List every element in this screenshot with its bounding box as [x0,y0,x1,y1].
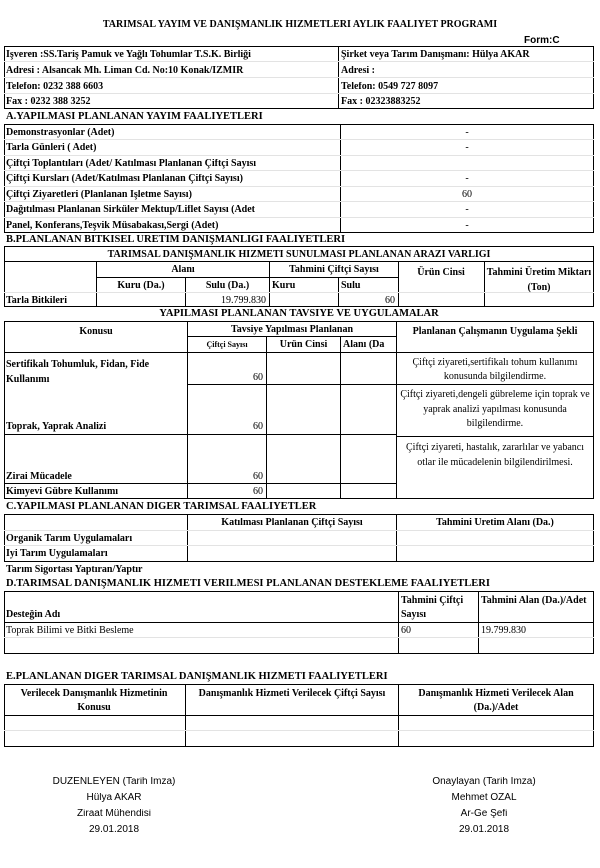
col-method: Planlanan Çalışmanın Uygulama Şekli [412,326,578,337]
section-a-row-value: - [465,221,469,231]
form-code: Form:C [524,36,560,46]
company-field: Şirket veya Tarım Danışmanı: Hülya AKAR [341,50,530,60]
section-d-title: D.TARIMSAL DANIŞMANLIK HİZMETİ VERİLMESİ PLANLANAN DESTEKLEME FAALİYETLERİ [6,579,490,589]
advice-title: YAPILMASI PLANLANAN TAVSİYE VE UYGULAMALAR [159,309,439,319]
section-b-title: B.PLANLANAN BİTKİSEL ÜRETİM DANIŞMANLIĞI FAALİYETLERİ [6,235,346,245]
section-a-row-value: - [465,174,469,184]
section-a-row-label: Çiftçi Kursları (Adet/Katılması Planlanan Çiftçi Sayısı) [6,174,243,184]
irrigated-area-value: 19.799.830 [221,296,266,306]
section-a-row-value: - [465,143,469,153]
section-a-row-value: - [465,205,469,215]
sub-dry2: Kuru [272,281,296,291]
signature-left-date: 29.01.2018 [88,825,140,835]
e-col-topic: Verilecek Danışmanlık Hizmetinin Konusu [20,688,168,713]
sub-product: Ürün Cinsi [279,340,328,350]
phone-right: Telefon: 0549 727 8097 [341,82,439,92]
employer-field: İşveren :SS.Tariş Pamuk ve Yağlı Tohumlar T.S.K. Birliği [6,50,251,60]
signature-left-role: DÜZENLEYEN (Tarih İmza) [52,777,176,787]
sub-farmers: Çiftçi Sayısı [206,341,248,349]
section-a-title: A.YAPILMASI PLANLANAN YAYIM FAALİYETLERİ [6,112,263,122]
e-col-area: Danışmanlık Hizmeti Verilecek Alan (Da.)/Adet [418,688,574,713]
col-farmers: Tahmini Çiftçi Sayısı [289,265,379,275]
col-plan: Tavsiye Yapılması Planlanan [230,325,354,335]
section-a-row-label: Dağıtılması Planlanan Sirküler Mektup/Liflet Sayısı (Adet [6,205,255,215]
advice-row-subject: Sertifikalı Tohumluk, Fidan, Fide Kullanımı [6,359,150,385]
advice-row-subject: Zirai Mücadele [6,472,72,482]
c-row-label: Organik Tarım Uygulamaları [6,534,133,544]
section-a-row-label: Tarla Günleri ( Adet) [6,143,97,153]
sub-area: Alanı (Da [343,340,385,350]
address-right: Adresi : [341,66,375,76]
col-area: Alanı [171,265,195,275]
section-a-row-label: Çiftçi Ziyaretleri (Planlanan İşletme Sayısı) [6,190,192,200]
col-production: Tahmini Üretim Miktarı (Ton) [486,267,592,293]
col-subject: Konusu [79,327,113,337]
e-col-farmers: Danışmanlık Hizmeti Verilecek Çiftçi Sayısı [198,688,386,699]
c-row-label: Tarım Sigortası Yaptıran/Yaptır [6,565,143,575]
d-row-area: 19.799.830 [481,626,526,636]
c-col-area: Tahmini Üretim Alanı (Da.) [436,518,554,528]
irrigated-farmers-value: 60 [385,296,395,306]
advice-row-method: Çiftçi ziyareti, hastalık, zararlılar ve yabancı otlar ile mücadelenin bilgilendirilmesi. [406,442,584,468]
signature-left-title: Ziraat Mühendisi [77,809,151,819]
phone-left: Telefon: 0232 388 6603 [6,82,104,92]
field-crops-label: Tarla Bitkileri [6,296,68,306]
advice-row-farmers: 60 [253,472,263,482]
sub-dry: Kuru (Da.) [117,281,165,291]
sub-irrigated: Sulu (Da.) [205,281,250,291]
section-a-row-label: Panel, Konferans,Teşvik Müsabakası,Sergi (Adet) [6,221,219,231]
section-a-row-value: - [465,128,469,138]
section-a-row-label: Çiftçi Toplantıları (Adet/ Katılması Planlanan Çiftçi Sayısı [6,159,257,169]
advice-row-farmers: 60 [253,373,263,383]
signature-right-date: 29.01.2018 [458,825,510,835]
advice-row-farmers: 60 [253,487,263,497]
d-row-farmers: 60 [401,626,411,636]
section-c-title: C.YAPILMASI PLANLANAN DİĞER TARIMSAL FAALİYETLER [6,502,317,512]
d-col-farmers: Tahmini Çiftçi Sayısı [401,595,464,620]
section-a-row-value: 60 [462,190,472,200]
section-b-subtitle: TARIMSAL DANIŞMANLIK HİZMETİ SUNULMASI PLANLANAN ARAZİ VARLIĞI [107,250,491,260]
signature-left-name: Hülya AKAR [86,793,142,803]
signature-right-title: Ar-Ge Şefi [460,809,508,819]
signature-right-name: Mehmet ÖZAL [451,793,517,803]
section-a-row-label: Demonstrasyonlar (Adet) [6,128,115,138]
col-product: Ürün Cinsi [417,267,465,278]
fax-left: Fax : 0232 388 3252 [6,97,91,107]
d-col-area: Tahmini Alan (Da.)/Adet [481,595,587,606]
c-col-farmers: Katılması Planlanan Çiftçi Sayısı [221,518,363,528]
advice-row-subject: Toprak, Yaprak Analizi [6,422,107,432]
signature-right-role: Onaylayan (Tarih İmza) [432,777,536,787]
d-col-name: Desteğin Adı [6,610,61,620]
sub-irrigated2: Sulu [341,281,361,291]
address-left: Adresi : Alsancak Mh. Liman Cd. No:10 Konak/İZMİR [6,66,244,76]
advice-row-method: Çiftçi ziyareti,sertifikalı tohum kullanımı konusunda bilgilendirme. [412,357,578,382]
advice-row-farmers: 60 [253,422,263,432]
page-title: TARIMSAL YAYIM VE DANIŞMANLIK HİZMETLERİ AYLIK FAALİYET PROGRAMI [102,20,498,30]
fax-right: Fax : 02323883252 [341,97,421,107]
d-row-name: Toprak Bilimi ve Bitki Besleme [6,626,134,636]
section-e-title: E.PLANLANAN DİĞER TARIMSAL DANIŞMANLIK HİZMETİ FAALİYETLERİ [6,672,388,682]
advice-row-subject: Kimyevi Gübre Kullanımı [6,487,119,497]
advice-row-method: Çiftçi ziyareti,dengeli gübreleme için toprak ve yaprak analizi yapılması konusunda bilgilendirme. [400,389,590,429]
c-row-label: İyi Tarım Uygulamaları [6,549,108,559]
